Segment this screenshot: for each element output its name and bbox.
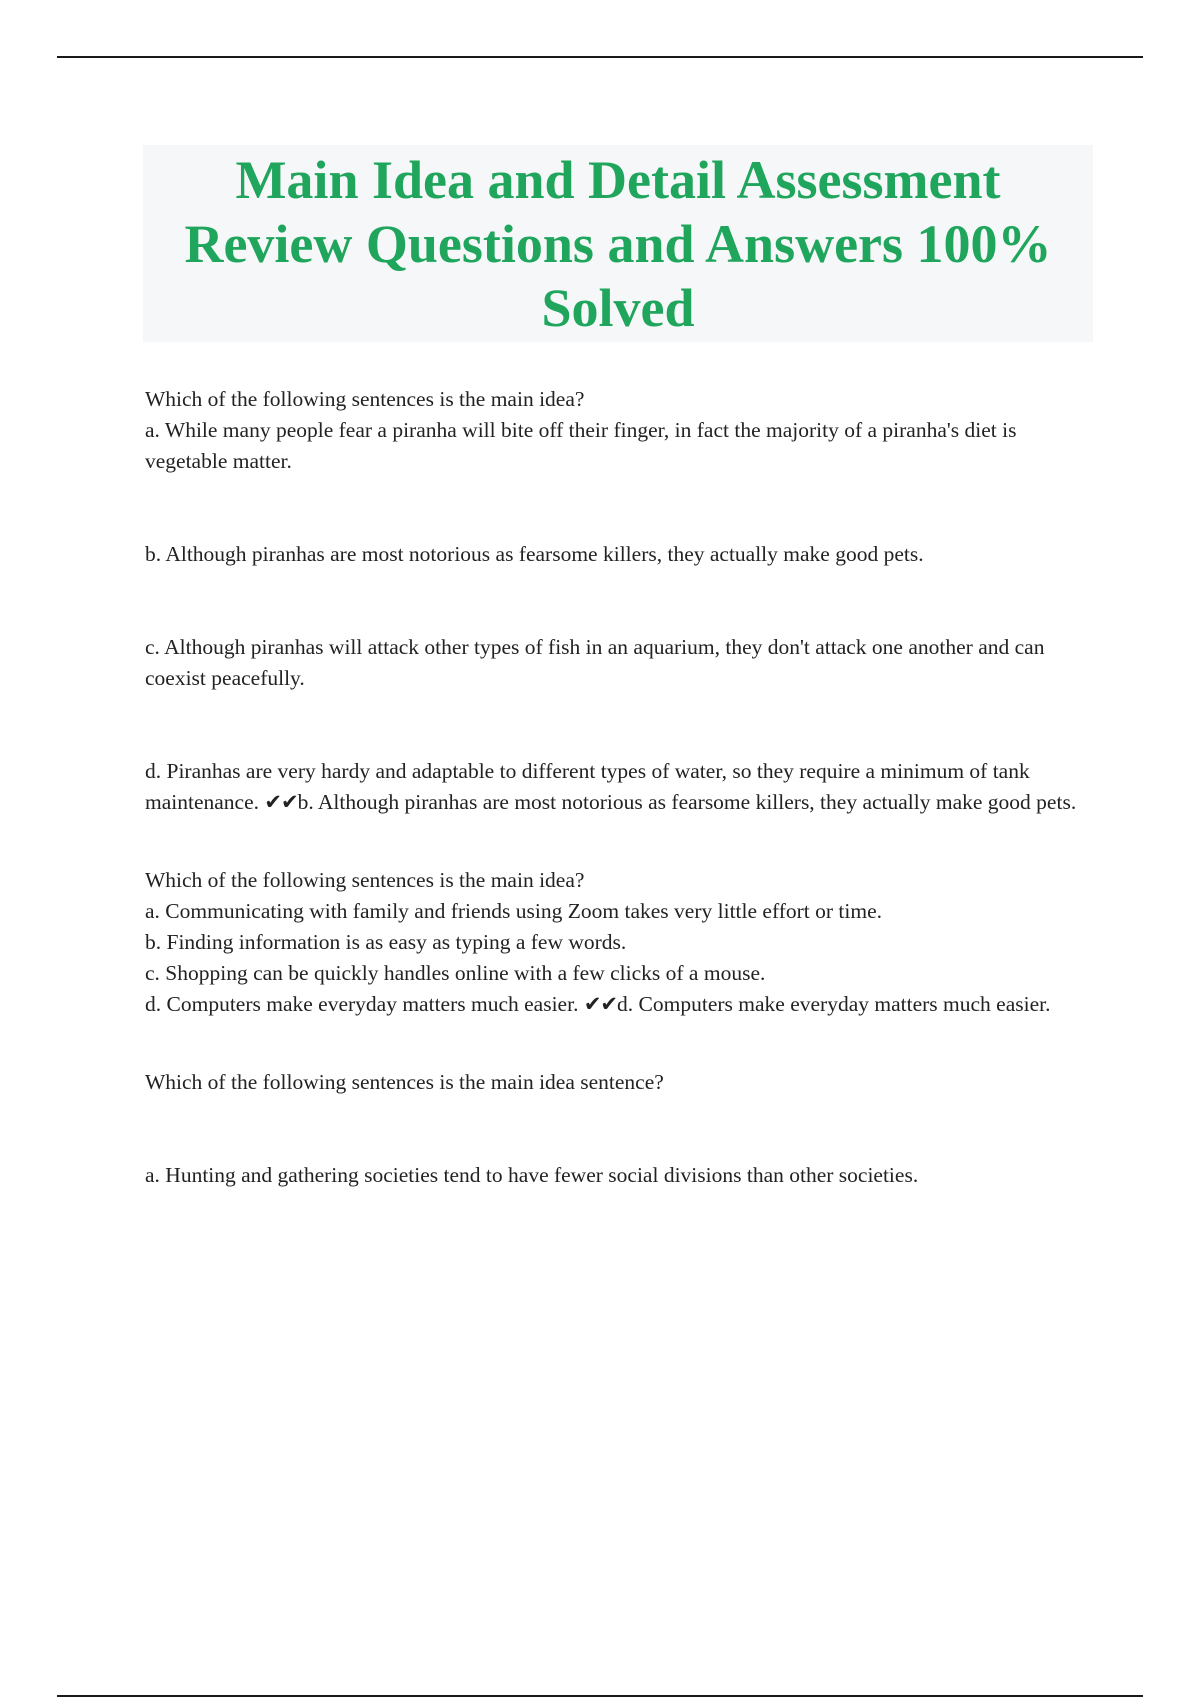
question-2-prompt: Which of the following sentences is the main idea? bbox=[145, 868, 585, 892]
question-2-option-a: a. Communicating with family and friends using Zoom takes very little effort or time. bbox=[145, 899, 883, 923]
question-1-option-c: c. Although piranhas will attack other types of fish in an aquarium, they don't attack one another and can coexist peacefully. bbox=[145, 635, 1045, 690]
question-2-option-d: d. Computers make everyday matters much easier. bbox=[145, 992, 579, 1016]
question-3-option-a: a. Hunting and gathering societies tend to have fewer social divisions than other societies. bbox=[145, 1163, 919, 1187]
question-1-option-a: a. While many people fear a piranha will bite off their finger, in fact the majority of a piranha's diet is vegetable matter. bbox=[145, 418, 1017, 473]
top-divider bbox=[57, 56, 1143, 58]
question-1-prompt: Which of the following sentences is the main idea? bbox=[145, 387, 585, 411]
document-body bbox=[145, 384, 1085, 1191]
check-mark-icon: ✔✔ bbox=[264, 790, 298, 814]
title-banner bbox=[143, 145, 1093, 342]
question-2-answer: d. Computers make everyday matters much easier. bbox=[617, 992, 1051, 1016]
question-1-answer: b. Although piranhas are most notorious as fearsome killers, they actually make good pets. bbox=[297, 790, 1077, 814]
question-1-option-b: b. Although piranhas are most notorious as fearsome killers, they actually make good pets. bbox=[145, 542, 924, 566]
check-mark-icon: ✔✔ bbox=[583, 992, 618, 1016]
question-1-option-d: d. Piranhas are very hardy and adaptable to different types of water, so they require a minimum of tank maintenance. bbox=[145, 759, 1030, 814]
bottom-divider bbox=[57, 1695, 1143, 1697]
question-1-option-d-with-answer bbox=[145, 756, 1085, 818]
question-2-option-b: b. Finding information is as easy as typing a few words. bbox=[145, 930, 627, 954]
question-2-option-c: c. Shopping can be quickly handles online with a few clicks of a mouse. bbox=[145, 961, 766, 985]
question-3-prompt: Which of the following sentences is the main idea sentence? bbox=[145, 1070, 664, 1094]
question-2-option-d-with-answer bbox=[145, 989, 1085, 1020]
document-title: Main Idea and Detail Assessment Review Questions and Answers 100% Solved bbox=[184, 149, 1052, 338]
